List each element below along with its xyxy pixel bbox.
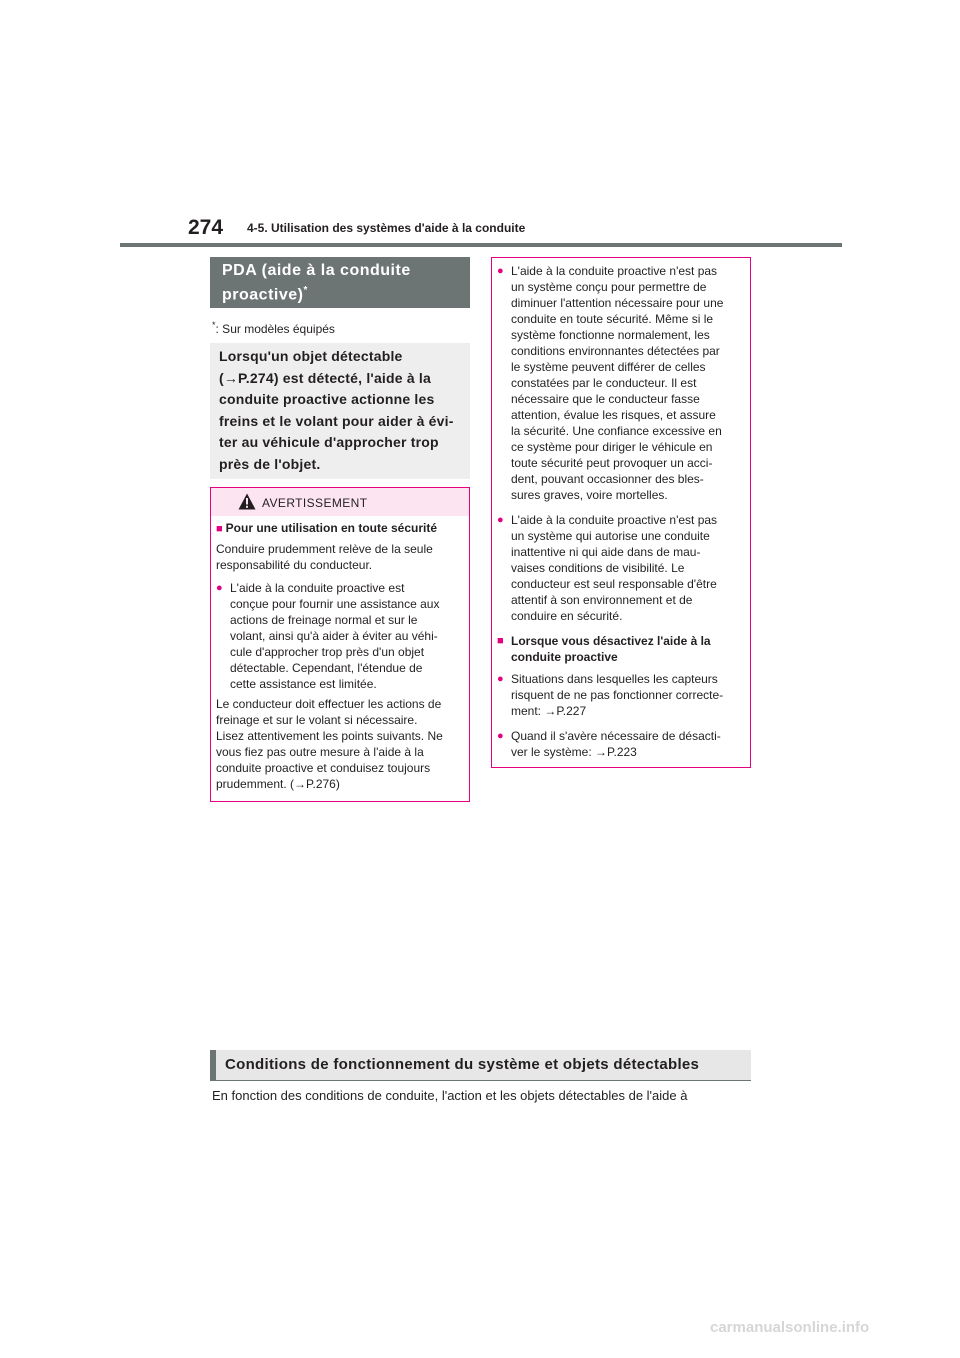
text-line: freinage et sur le volant si nécessaire. xyxy=(216,713,418,727)
square-bullet-icon: ■ xyxy=(216,523,223,535)
text-line: ver le système: →P.223 xyxy=(511,745,637,759)
text-line: Situations dans lesquelles les capteurs xyxy=(511,672,718,686)
text-line: L'aide à la conduite proactive est xyxy=(230,581,405,595)
text-line: attention, évalue les risques, et assure xyxy=(511,408,716,422)
section-title xyxy=(210,257,470,308)
text-line: système fonctionne normalement, les xyxy=(511,328,710,342)
text-line: toute sécurité peut provoquer un acci- xyxy=(511,456,713,470)
text-line: nécessaire que le conducteur fasse xyxy=(511,392,700,406)
text-line: vaises conditions de visibilité. Le xyxy=(511,561,685,575)
text-line: inattentive ni qui aide dans de mau- xyxy=(511,545,701,559)
text-line: actions de freinage normal et sur le xyxy=(230,613,418,627)
text-line: conduite en toute sécurité. Même si le xyxy=(511,312,714,326)
conditions-rule xyxy=(210,1080,751,1081)
text-line: vous fiez pas outre mesure à l'aide à la xyxy=(216,745,424,759)
text-line: Quand il s'avère nécessaire de désacti- xyxy=(511,729,721,743)
warning-continued-box xyxy=(491,257,751,768)
text-line: volant, ainsi qu'à aider à éviter au véhi- xyxy=(230,629,438,643)
bullet-dot-icon: ● xyxy=(497,265,504,277)
text-line: risquent de ne pas fonctionner correcte- xyxy=(511,688,724,702)
text-line: conduire en sécurité. xyxy=(511,609,623,623)
text-line: un système conçu pour permettre de xyxy=(511,280,707,294)
text-line: cette assistance est limitée. xyxy=(230,677,377,691)
warning-para1 xyxy=(216,541,463,573)
intro-box xyxy=(210,343,470,479)
page-number: 274 xyxy=(188,216,224,239)
right-heading xyxy=(497,633,744,665)
text-line: conduite proactive xyxy=(511,650,618,664)
intro-line: ter au véhicule d'approcher trop xyxy=(219,434,439,450)
text-line: diminuer l'attention nécessaire pour une xyxy=(511,296,724,310)
title-footnote-mark: * xyxy=(303,285,308,296)
text-line: sures graves, voire mortelles. xyxy=(511,488,668,502)
text-line: conditions environnantes détectées par xyxy=(511,344,720,358)
footnote-text: : Sur modèles équipés xyxy=(215,322,335,336)
header-rule xyxy=(120,243,842,247)
text-line: détectable. Cependant, l'étendue de xyxy=(230,661,423,675)
warning-triangle-icon xyxy=(238,493,256,510)
text-line: Lisez attentivement les points suivants. Ne xyxy=(216,729,443,743)
text-line: L'aide à la conduite proactive n'est pas xyxy=(511,264,718,278)
text-line: Le conducteur doit effectuer les actions de xyxy=(216,697,442,711)
text-line: le système peuvent différer de celles xyxy=(511,360,706,374)
warning-heading-text: Pour une utilisation en toute sécurité xyxy=(225,521,438,535)
text-line: un système qui autorise une conduite xyxy=(511,529,710,543)
text-line: responsabilité du conducteur. xyxy=(216,558,373,572)
warning-title: AVERTISSEMENT xyxy=(262,496,368,510)
warning-bullet1 xyxy=(216,580,463,692)
bullet-dot-icon: ● xyxy=(216,582,223,594)
intro-line: freins et le volant pour aider à évi- xyxy=(219,412,454,429)
text-line: attentif à son environnement et de xyxy=(511,593,693,607)
text-line: conçue pour fournir une assistance aux xyxy=(230,597,440,611)
section-title-line2: proactive) xyxy=(222,286,304,304)
square-bullet-icon: ■ xyxy=(497,635,504,647)
warning-box xyxy=(210,487,470,802)
text-line: conducteur est seul responsable d'être xyxy=(511,577,717,591)
text-line: la sécurité. Une confiance excessive en xyxy=(511,424,722,438)
warning-header xyxy=(211,488,469,516)
intro-line: près de l'objet. xyxy=(219,455,321,472)
footnote-mark: * xyxy=(212,320,216,330)
right-bullet4 xyxy=(497,728,744,760)
text-line: prudemment. (→P.276) xyxy=(216,777,340,791)
intro-line: (→P.274) est détecté, l'aide à la xyxy=(219,369,431,386)
text-line: Conduire prudemment relève de la seule xyxy=(216,542,433,556)
right-bullet2 xyxy=(497,512,744,624)
warning-para2 xyxy=(216,696,463,792)
text-line: cule d'approcher trop près d'un objet xyxy=(230,645,425,659)
bullet-dot-icon: ● xyxy=(497,730,504,742)
text-line: conduite proactive et conduisez toujours xyxy=(216,761,431,775)
text-line: dent, pouvant occasionner des bles- xyxy=(511,472,704,486)
section-header: 4-5. Utilisation des systèmes d'aide à la conduite xyxy=(247,221,526,235)
intro-line: Lorsqu'un objet détectable xyxy=(219,348,403,364)
warning-heading xyxy=(216,520,463,537)
text-line: constatées par le conducteur. Il est xyxy=(511,376,697,390)
text-line: ment: →P.227 xyxy=(511,704,587,718)
bullet-dot-icon: ● xyxy=(497,514,504,526)
conditions-heading-bar xyxy=(210,1050,751,1080)
section-title-line1: PDA (aide à la conduite xyxy=(222,262,411,279)
bullet-dot-icon: ● xyxy=(497,673,504,685)
conditions-text: En fonction des conditions de conduite, l'action et les objets détectables de l'aide à xyxy=(212,1088,688,1103)
footnote xyxy=(212,320,335,336)
watermark: carmanualsonline.info xyxy=(710,1319,870,1336)
conditions-title: Conditions de fonctionnement du système et objets détectables xyxy=(225,1056,700,1073)
intro-line: conduite proactive actionne les xyxy=(219,391,435,407)
right-bullet3 xyxy=(497,671,744,719)
text-line: L'aide à la conduite proactive n'est pas xyxy=(511,513,718,527)
text-line: Lorsque vous désactivez l'aide à la xyxy=(511,634,711,648)
right-bullet1 xyxy=(497,263,744,503)
text-line: ce système pour diriger le véhicule en xyxy=(511,440,713,454)
